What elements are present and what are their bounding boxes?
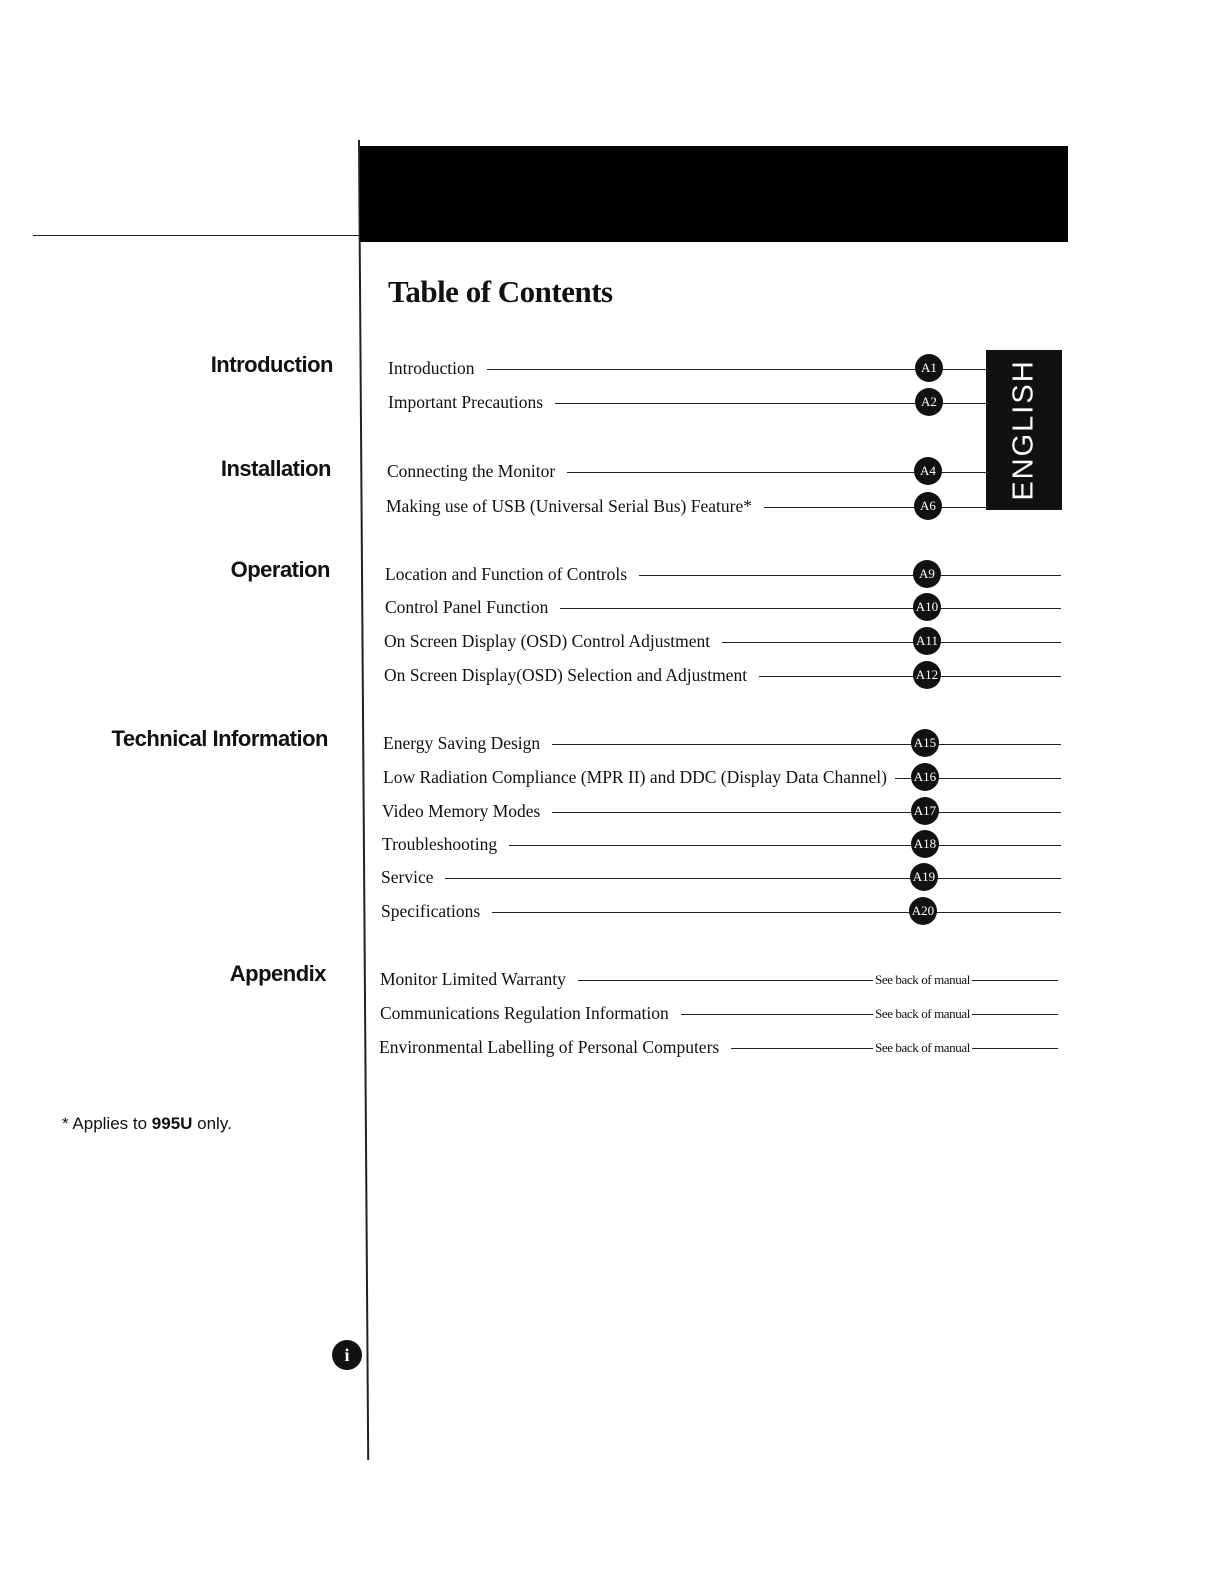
toc-entry-label: Troubleshooting: [382, 832, 509, 856]
toc-entry-connecting-monitor[interactable]: [387, 459, 988, 493]
page-title: Table of Contents: [388, 274, 613, 309]
language-tab: [986, 350, 1062, 510]
toc-entry-control-panel-function[interactable]: [385, 595, 1061, 629]
toc-entry-usb-feature[interactable]: [386, 494, 988, 528]
page-reference: See back of manual: [873, 1003, 972, 1025]
footnote-prefix: * Applies to: [62, 1114, 152, 1133]
page-badge: A10: [913, 593, 941, 621]
info-icon: i: [332, 1340, 362, 1370]
section-operation: Operation: [230, 557, 330, 582]
section-appendix: Appendix: [229, 961, 326, 986]
toc-entry-label: On Screen Display(OSD) Selection and Adjustment: [384, 663, 759, 687]
toc-entry-service[interactable]: [381, 865, 1061, 899]
toc-entry-introduction[interactable]: [388, 356, 988, 390]
page-badge: A18: [911, 830, 939, 858]
page-badge: A17: [911, 797, 939, 825]
footnote-model: 995U: [151, 1114, 193, 1133]
toc-entry-environmental-labelling[interactable]: [379, 1035, 1058, 1069]
footnote-suffix: only.: [192, 1114, 232, 1133]
left-horizontal-rule: [33, 235, 360, 236]
toc-entry-label: Energy Saving Design: [383, 731, 552, 755]
toc-entry-label: Low Radiation Compliance (MPR II) and DDC (Display Data Channel): [383, 765, 895, 789]
toc-entry-label: Monitor Limited Warranty: [380, 967, 578, 991]
toc-entry-label: Communications Regulation Information: [380, 1001, 681, 1025]
page-badge: A9: [913, 560, 941, 588]
page-badge: A12: [913, 661, 941, 689]
language-tab-label: ENGLISH: [1007, 359, 1040, 501]
toc-entry-label: Location and Function of Controls: [385, 562, 639, 586]
toc-entry-video-memory-modes[interactable]: [382, 799, 1061, 833]
toc-entry-osd-selection-adjustment[interactable]: [384, 663, 1061, 697]
page-badge: A16: [911, 763, 939, 791]
toc-entry-troubleshooting[interactable]: [382, 832, 1061, 866]
toc-entry-label: Connecting the Monitor: [387, 459, 567, 483]
toc-entry-label: Making use of USB (Universal Serial Bus) Feature*: [386, 494, 764, 518]
toc-entry-label: Introduction: [388, 356, 487, 380]
toc-entry-energy-saving-design[interactable]: [383, 731, 1061, 765]
vertical-divider: [358, 140, 369, 1460]
toc-entry-osd-control-adjustment[interactable]: [384, 629, 1061, 663]
page-badge: A19: [910, 863, 938, 891]
section-installation: Installation: [220, 456, 331, 481]
page-badge: A2: [915, 388, 943, 416]
page-reference: See back of manual: [873, 969, 972, 991]
toc-entry-location-function-controls[interactable]: [385, 562, 1061, 596]
toc-entry-monitor-limited-warranty[interactable]: [380, 967, 1058, 1001]
page-badge: A4: [914, 457, 942, 485]
header-black-band: [360, 146, 1068, 242]
toc-entry-label: Service: [381, 865, 445, 889]
toc-entry-label: Environmental Labelling of Personal Computers: [379, 1035, 731, 1059]
toc-entry-important-precautions[interactable]: [388, 390, 988, 424]
toc-entry-specifications[interactable]: [381, 899, 1061, 933]
toc-entry-label: On Screen Display (OSD) Control Adjustment: [384, 629, 722, 653]
page-badge: A1: [915, 354, 943, 382]
section-introduction: Introduction: [210, 352, 333, 377]
toc-entry-low-radiation-compliance[interactable]: [383, 765, 1061, 799]
toc-entry-label: Video Memory Modes: [382, 799, 552, 823]
page-badge: A15: [911, 729, 939, 757]
page-badge: A11: [913, 627, 941, 655]
page-badge: A20: [909, 897, 937, 925]
toc-entry-label: Important Precautions: [388, 390, 555, 414]
toc-entry-communications-regulation[interactable]: [380, 1001, 1058, 1035]
page-reference: See back of manual: [873, 1037, 972, 1059]
section-technical-information: Technical Information: [111, 726, 328, 751]
toc-entry-label: Control Panel Function: [385, 595, 560, 619]
page-badge: A6: [914, 492, 942, 520]
toc-entry-label: Specifications: [381, 899, 492, 923]
footnote: [62, 1114, 232, 1134]
leader-line: [381, 878, 1061, 879]
